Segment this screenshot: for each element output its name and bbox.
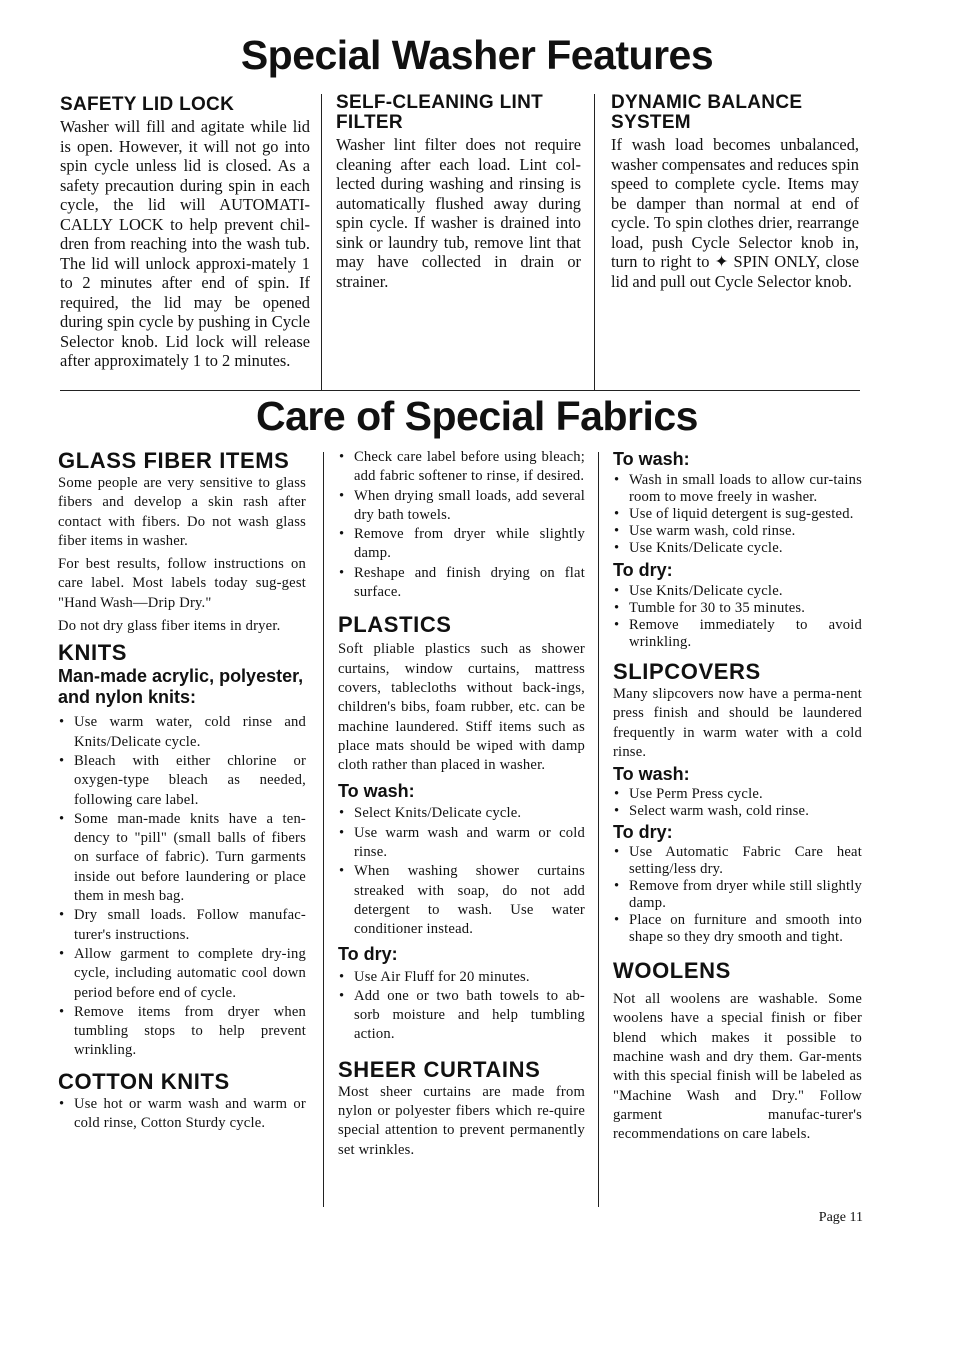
slipcovers-wash-list [613, 786, 862, 820]
fabrics-column-1 [58, 448, 306, 1133]
list-item: • Remove from dryer while slightly damp. [338, 525, 585, 564]
list-item: • When washing shower curtains streaked with soap, do not add detergent to wash. Use water conditioner instead. [338, 862, 585, 939]
list-item: • Remove items from dryer when tumbling stops to help prevent wrinkling. [58, 1003, 306, 1061]
feature-dynamic-balance-system [611, 93, 859, 291]
column-divider [594, 94, 595, 391]
list-item: • Some man-made knits have a ten-dency to "pill" (small balls of fibers on surface of fabric). Turn garments inside out before laundering or place them in mesh bag. [58, 810, 306, 906]
list-item: • Allow garment to complete dry-ing cycle, including automatic cool down period before end of cycle. [58, 945, 306, 1003]
list-item: • Use hot or warm wash and warm or cold rinse, Cotton Sturdy cycle. [58, 1095, 306, 1134]
sheer-wash-heading: To wash: [613, 449, 690, 469]
column-divider [321, 94, 322, 391]
plastics-dry-heading: To dry: [338, 943, 398, 964]
cotton-knits-heading: COTTON KNITS [58, 1068, 230, 1094]
column-divider [598, 452, 599, 1207]
woolens-heading: WOOLENS [613, 958, 731, 984]
feature-text: Washer will fill and agitate while lid is open. However, it will not go into spin cycle unless lid is closed. As a safety precaution during spin in each cycle, the lid will AUTOMATI-CALLY LOCK to help prevent chil-dren from reaching into the wash tub. The lid will unlock approxi-mately 1 to 2 minutes after end of spin. If required, the lid may be opened during spin cycle by pushing in Cycle Selector knob. Lid lock will release after approximately 1 to 2 minutes. [60, 117, 310, 370]
list-item: • Use warm wash and warm or cold rinse. [338, 824, 585, 863]
knits-list [58, 713, 306, 1060]
slipcovers-heading: SLIPCOVERS [613, 659, 761, 684]
glass-fiber-paragraph: For best results, follow instructions on care label. Most labels today sug-gest "Hand Wash—Drip Dry." [58, 556, 306, 611]
glass-fiber-continued-list [338, 448, 585, 602]
feature-heading: SELF-CLEANING LINT FILTER [336, 92, 543, 133]
glass-fiber-heading: GLASS FIBER ITEMS [58, 448, 290, 473]
list-item: • Select Knits/Delicate cycle. [338, 804, 585, 823]
feature-safety-lid-lock [60, 95, 310, 371]
plastics-wash-list [338, 804, 585, 939]
list-item: • Reshape and finish drying on flat surface. [338, 564, 585, 603]
slipcovers-wash-heading: To wash: [613, 764, 690, 785]
page-number: Page 11 [818, 1210, 863, 1225]
list-item: • Use warm wash, cold rinse. [613, 523, 862, 540]
feature-self-cleaning-lint-filter [336, 93, 581, 291]
fabrics-column-2 [338, 448, 585, 1160]
list-item: • Use of liquid detergent is sug-gested. [613, 506, 862, 523]
page-title-washer-features: Special Washer Features [240, 32, 714, 78]
feature-text: If wash load becomes unbalanced, washer compensates and reduces spin speed to complete cycle. Items may be damper than normal at end of cycle. To spin clothes drier, rearrange load, push Cycle Selector knob in, turn to right to ✦ SPIN ONLY, close lid and pull out Cycle Selector knob. [611, 135, 859, 291]
list-item: • Select warm wash, cold rinse. [613, 803, 862, 820]
list-item: • Check care label before using bleach; add fabric softener to rinse, if desired. [338, 448, 585, 487]
slipcovers-dry-heading: To dry: [613, 822, 673, 843]
list-item: • Use Air Fluff for 20 minutes. [338, 968, 585, 987]
list-item: • Remove immediately to avoid wrinkling. [613, 617, 862, 651]
list-item: • When drying small loads, add several dry bath towels. [338, 487, 585, 526]
sheer-wash-list [613, 472, 862, 557]
sheer-dry-heading: To dry: [613, 560, 673, 580]
list-item: • Use Knits/Delicate cycle. [613, 583, 862, 600]
knits-subheading: Man-made acrylic, polyester, and nylon knits: [58, 666, 304, 708]
woolens-text: Not all woolens are washable. Some woolens have a special finish or fiber blend which makes it possible to machine wash and dry them. Gar-ments with this special finish will be labeled as "Machine Wash and Dry." Follow garment manufac-turer's recommendations on care labels. [613, 991, 862, 1143]
plastics-text: Soft pliable plastics such as shower curtains, window curtains, mattress covers, tablecloths without back-ings, children's bibs, foam rubber, etc. can be machine laundered. Stiff items such as place mats should be wiped with damp cloth rather than placed in washer. [338, 641, 585, 774]
list-item: • Use warm water, cold rinse and Knits/Delicate cycle. [58, 713, 306, 752]
cotton-knits-list [58, 1095, 306, 1134]
column-divider [323, 452, 324, 1207]
plastics-wash-heading: To wash: [338, 781, 415, 802]
feature-text: Washer lint filter does not require cleaning after each load. Lint col-lected during washing and rinsing is automatically flushed away during spin cycle. If washer is drained into sink or laundry tub, remove lint that may have collected in drain or strainer. [336, 135, 581, 291]
slipcovers-dry-list [613, 844, 862, 946]
list-item: • Place on furniture and smooth into shape so they dry smooth and tight. [613, 912, 862, 946]
feature-heading: SAFETY LID LOCK [60, 94, 235, 115]
list-item: • Use Knits/Delicate cycle. [613, 540, 862, 557]
list-item: • Wash in small loads to allow cur-tains room to move freely in washer. [613, 472, 862, 506]
list-item: • Dry small loads. Follow manufac-turer's instructions. [58, 906, 306, 945]
list-item: • Bleach with either chlorine or oxygen-type bleach as needed, following care label. [58, 752, 306, 810]
glass-fiber-paragraph: Do not dry glass fiber items in dryer. [58, 618, 281, 635]
list-item: • Use Perm Press cycle. [613, 786, 862, 803]
glass-fiber-paragraph: Some people are very sensitive to glass fibers and develop a skin rash after contact with fibers. Do not wash glass fiber items in washer. [58, 475, 306, 549]
section-divider [60, 390, 860, 391]
sheer-curtains-heading: SHEER CURTAINS [338, 1056, 541, 1082]
sheer-dry-list [613, 583, 862, 651]
list-item: • Use Automatic Fabric Care heat setting/less dry. [613, 844, 862, 878]
list-item: • Tumble for 30 to 35 minutes. [613, 600, 862, 617]
knits-heading: KNITS [58, 640, 127, 666]
list-item: • Add one or two bath towels to ab-sorb moisture and help tumbling action. [338, 987, 585, 1045]
feature-heading: DYNAMIC BALANCE SYSTEM [611, 92, 803, 133]
plastics-dry-list [338, 968, 585, 1045]
slipcovers-text: Many slipcovers now have a perma-nent press finish and should be laundered frequently in warm water with a cold rinse. [613, 686, 862, 760]
page-title-care-of-special-fabrics: Care of Special Fabrics [256, 393, 698, 439]
fabrics-column-3 [613, 449, 862, 1145]
plastics-heading: PLASTICS [338, 612, 452, 638]
sheer-curtains-text: Most sheer curtains are made from nylon or polyester fibers which re-quire special attention to prevent permanently set wrinkles. [338, 1083, 585, 1158]
list-item: • Remove from dryer while still slightly damp. [613, 878, 862, 912]
